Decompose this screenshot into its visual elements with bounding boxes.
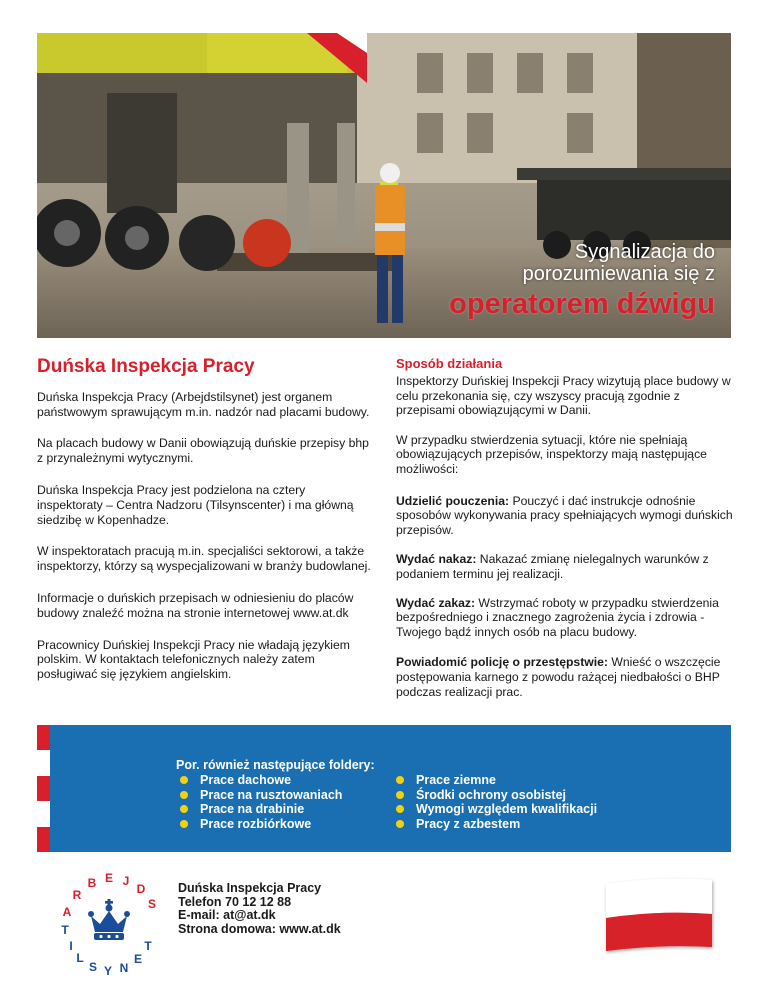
logo-letter: R: [72, 888, 82, 902]
contact-info: [178, 882, 341, 936]
crown-icon: [88, 899, 130, 940]
related-folders-list-b: [392, 773, 597, 831]
right-item-3-label: Wydać zakaz:: [396, 595, 476, 610]
contact-web: Strona domowa: www.at.dk: [178, 921, 341, 936]
related-folders-title: Por. również następujące foldery:: [176, 758, 375, 772]
logo-letter: B: [87, 876, 97, 890]
hero-title: operatorem dźwigu: [449, 288, 715, 320]
related-folders-list-a: [176, 773, 342, 831]
list-item: Pracy z azbestem: [392, 817, 597, 832]
logo-letter: T: [61, 923, 69, 937]
right-item-4: [396, 655, 736, 699]
right-column: [396, 356, 736, 699]
right-item-1: [396, 494, 736, 538]
list-item: Prace na rusztowaniach: [176, 788, 342, 803]
logo-letter: A: [62, 905, 72, 919]
left-paragraph-3: Duńska Inspekcja Pracy jest podzielona na cztery inspektoraty – Centra Nadzoru (Tilsynscenter) i ma główną siedzibę w Kopenhadze.: [37, 483, 354, 527]
polish-flag-icon: [602, 874, 717, 954]
arbejdstilsynet-logo: [45, 862, 175, 990]
right-paragraph-2: W przypadku stwierdzenia sytuacji, które nie spełniają obowiązujących przepisów, inspektorzy mają następujące możliwości:: [396, 432, 707, 476]
logo-letter: E: [104, 871, 114, 885]
right-item-3-text: Wstrzymać roboty w przypadku stwierdzenia bezpośredniego i znacznego zagrożenia życia i zdrowia - Twojego bądź innych osób na placu budowy.: [396, 595, 719, 639]
left-paragraph-5: Informacje o duńskich przepisach w odniesieniu do placów budowy znaleźć można na stronie internetowej www.at.dk: [37, 591, 354, 620]
right-paragraph-1: Inspektorzy Duńskiej Inspekcji Pracy wizytują place budowy w celu przekonania się, czy wszyscy pracują zgodnie z przepisami obowiązującymi w Danii.: [396, 374, 731, 418]
logo-letter: S: [147, 897, 157, 911]
logo-letter: D: [136, 882, 146, 896]
left-column: [37, 356, 373, 681]
related-folders-band: [50, 725, 731, 852]
logo-letter: I: [69, 939, 73, 953]
hero-subtitle-line1: Sygnalizacja do: [574, 241, 715, 263]
contact-name: Duńska Inspekcja Pracy: [178, 881, 322, 895]
hero-subtitle-line2: porozumiewania się z: [522, 263, 715, 285]
list-item: Prace na drabinie: [176, 802, 342, 817]
logo-letter: J: [122, 874, 130, 888]
right-item-2: [396, 552, 736, 581]
right-item-2-label: Wydać nakaz:: [396, 552, 477, 567]
contact-phone: Telefon 70 12 12 88: [178, 894, 292, 909]
list-item: Wymogi względem kwalifikacji: [392, 802, 597, 817]
logo-letter: E: [133, 952, 143, 966]
hero-heading: [449, 241, 715, 321]
right-item-1-text: Pouczyć i dać instrukcje odnośnie sposobów wykonywania pracy spełniających wymogi duńskich przepisów.: [396, 493, 733, 537]
list-item: Prace rozbiórkowe: [176, 817, 342, 832]
left-paragraph-1: Duńska Inspekcja Pracy (Arbejdstilsynet) jest organem państwowym sprawującym m.in. nadzór nad placami budowy.: [37, 390, 370, 419]
logo-letter: T: [144, 939, 152, 953]
logo-letter: S: [88, 960, 98, 974]
left-paragraph-6: Pracownicy Duńskiej Inspekcji Pracy nie władają językiem polskim. W kontaktach telefonicznych należy zatem posługiwać się językiem angielskim.: [37, 637, 350, 681]
logo-letter: Y: [103, 964, 113, 978]
right-item-2-text: Nakazać zmianę nielegalnych warunków z podaniem terminu jej realizacji.: [396, 552, 709, 581]
right-item-4-text: Wnieść o wszczęcie postępowania karnego z powodu rażącej niedbałości o BHP podczas realizacji prac.: [396, 655, 721, 699]
list-item: Środki ochrony osobistej: [392, 788, 597, 803]
logo-letter: L: [76, 951, 84, 965]
left-paragraph-2: Na placach budowy w Danii obowiązują duńskie przepisy bhp z przynależnymi wytycznymi.: [37, 436, 369, 465]
danish-flag-stripe: [37, 725, 50, 852]
hero-photo: [37, 33, 731, 338]
right-item-3: [396, 596, 736, 640]
left-paragraph-4: W inspektoratach pracują m.in. specjaliści sektorowi, a także inspektorzy, którzy są wyspecjalizowani w branży budowlanej.: [37, 544, 371, 573]
logo-letter: N: [119, 961, 129, 975]
right-heading: Sposób działania: [396, 356, 503, 371]
list-item: Prace dachowe: [176, 773, 342, 788]
contact-email: E-mail: at@at.dk: [178, 908, 276, 923]
left-heading: Duńska Inspekcja Pracy: [37, 356, 255, 377]
right-item-4-label: Powiadomić policję o przestępstwie:: [396, 655, 608, 670]
list-item: Prace ziemne: [392, 773, 597, 788]
right-item-1-label: Udzielić pouczenia:: [396, 493, 510, 508]
